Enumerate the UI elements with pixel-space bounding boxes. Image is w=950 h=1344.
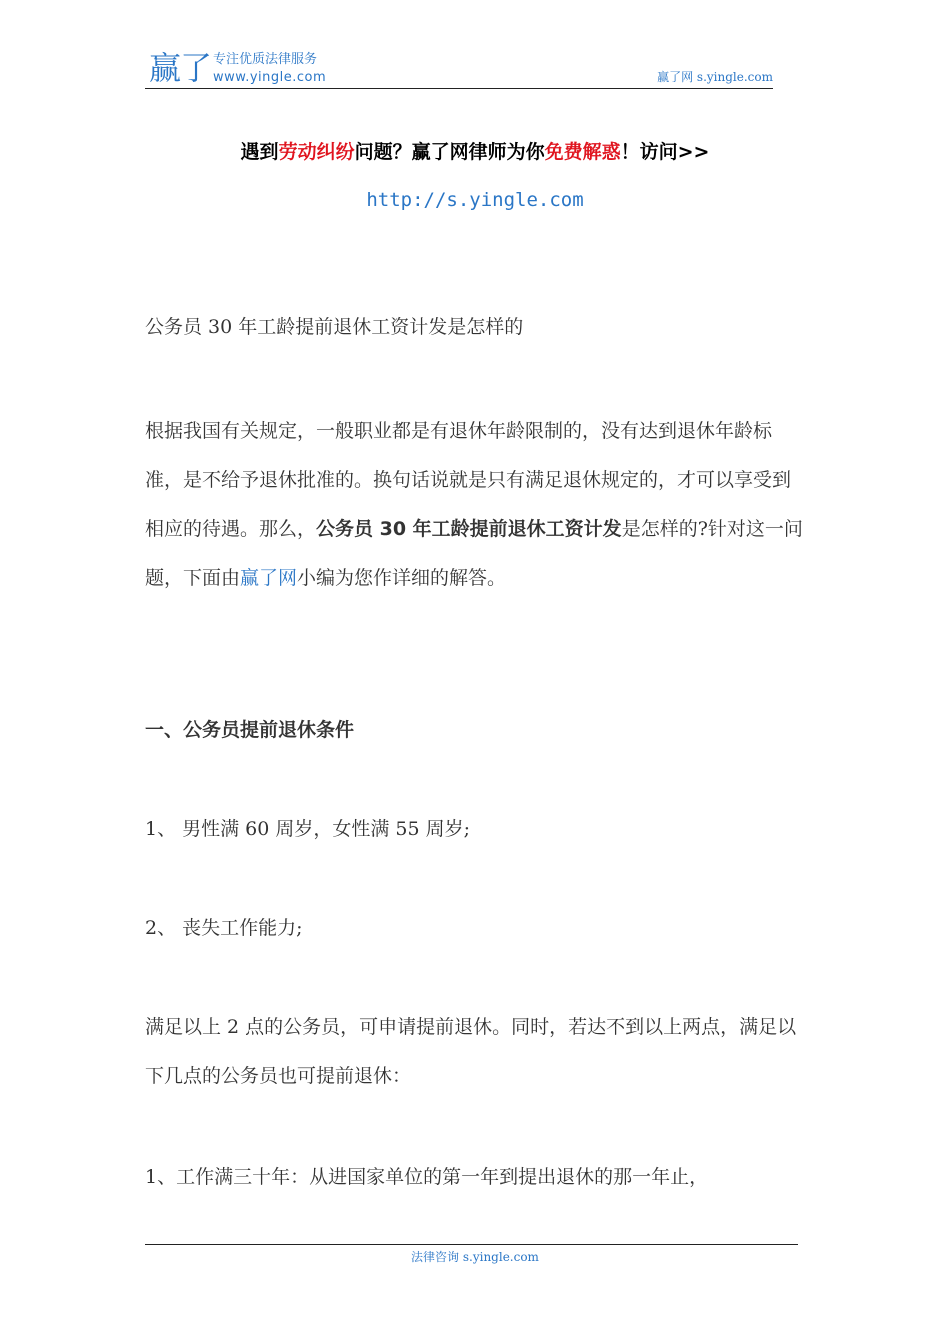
- logo-url[interactable]: www.yingle.com: [213, 70, 327, 85]
- intro-text-3: 小编为您作详细的解答。: [297, 567, 507, 589]
- list-item: 1、工作满三十年：从进国家单位的第一年到提出退休的那一年止，: [145, 1166, 709, 1188]
- promo-link[interactable]: http://s.yingle.com: [366, 189, 584, 211]
- footer-link[interactable]: 法律咨询 s.yingle.com: [411, 1250, 539, 1264]
- body-paragraph: 满足以上 2 点的公务员，可申请提前退休。同时，若达不到以上两点，满足以下几点的公务员也可提前退休：: [145, 1016, 797, 1087]
- list-item: 1、 男性满 60 周岁，女性满 55 周岁;: [145, 818, 471, 840]
- logo-slogan: 专注优质法律服务: [213, 52, 318, 67]
- footer-divider: [145, 1244, 798, 1245]
- intro-text-2: 是怎样的?针对这一问题，下面由: [145, 518, 803, 589]
- promo-text-3: ！访问>>: [620, 141, 710, 163]
- intro-site-link[interactable]: 赢了网: [240, 567, 298, 589]
- promo-highlight-free: 免费解惑: [544, 141, 621, 163]
- header-site-link[interactable]: 赢了网 s.yingle.com: [657, 70, 773, 84]
- promo-text-2: 问题？赢了网律师为你: [354, 141, 545, 163]
- logo-mark: 赢了: [149, 49, 212, 87]
- intro-bold-keyword: 公务员 30 年工龄提前退休工资计发: [316, 518, 622, 540]
- page-header: [145, 48, 773, 89]
- promo-highlight-labor: 劳动纠纷: [278, 141, 355, 163]
- article-title: 公务员 30 年工龄提前退休工资计发是怎样的: [145, 316, 524, 338]
- list-item: 2、 丧失工作能力;: [145, 917, 303, 939]
- section-heading: 一、公务员提前退休条件: [145, 719, 355, 741]
- promo-text-1: 遇到: [240, 141, 279, 163]
- promo-banner: [0, 137, 950, 164]
- intro-text-1: 根据我国有关规定，一般职业都是有退休年龄限制的，没有达到退休年龄标准，是不给予退休批准的。换句话说就是只有满足退休规定的，才可以享受到相应的待遇。那么，: [145, 420, 792, 540]
- intro-paragraph: [145, 407, 805, 603]
